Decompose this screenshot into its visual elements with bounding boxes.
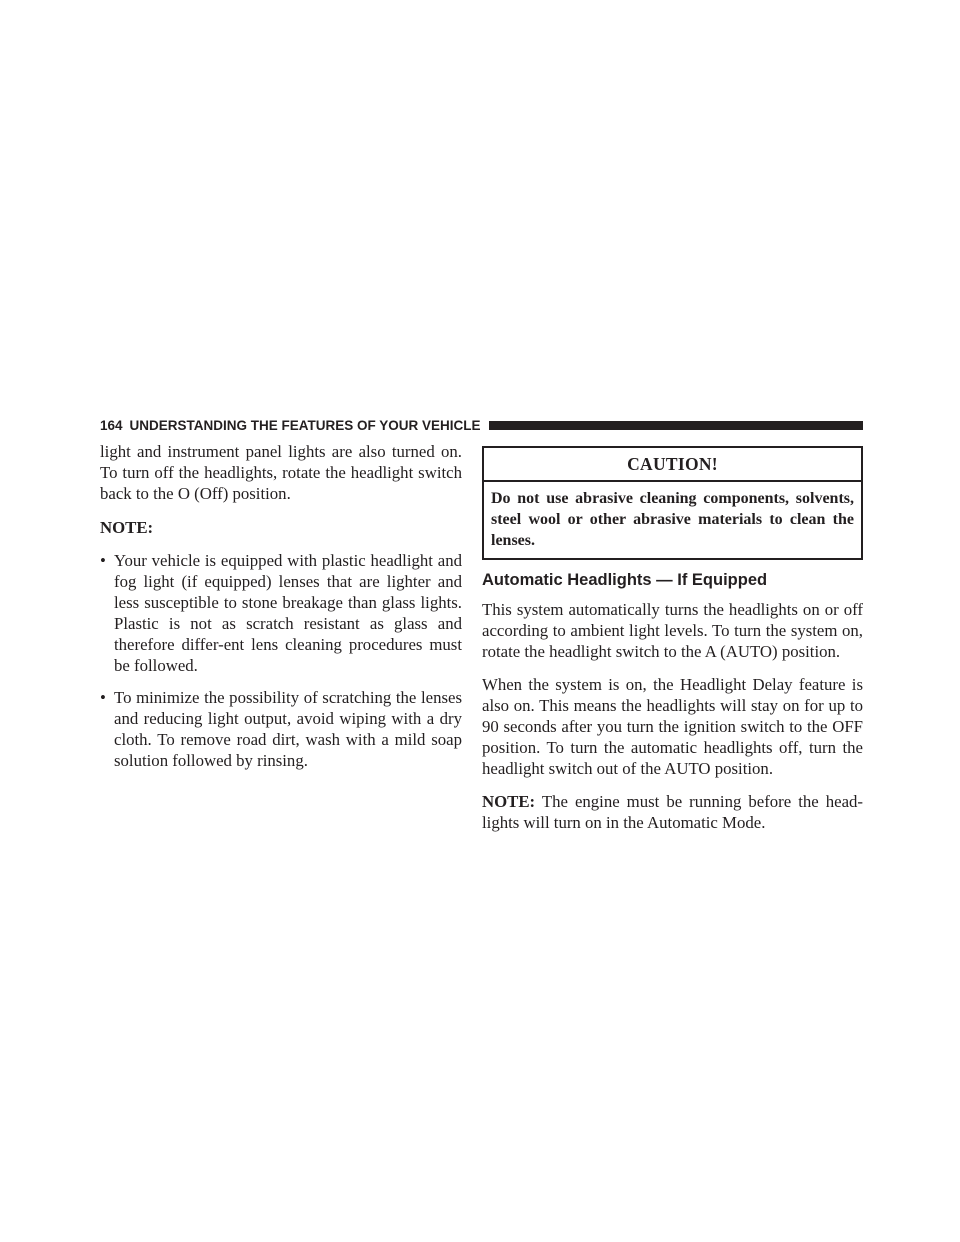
note-label: NOTE: — [100, 518, 154, 537]
automatic-headlights-heading: Automatic Headlights — If Equipped — [482, 571, 768, 589]
auto-mode-note — [482, 791, 863, 833]
header-rule — [489, 421, 863, 430]
bullet-icon: • — [100, 551, 106, 570]
intro-paragraph: light and instrument panel lights are also turned on. To turn off the headlights, rotate the headlight switch back to the O (Off) position. — [100, 442, 462, 503]
headlight-delay-paragraph: When the system is on, the Headlight Delay feature is also on. This means the headlights will stay on for up to 90 seconds after you turn the ignition switch to the OFF position. To turn the automatic headlights off, turn the headlight switch out of the AUTO position. — [482, 675, 863, 778]
bullet-text: Your vehicle is equipped with plastic headlight and fog light (if equipped) lenses that are lighter and less susceptible to stone breakage than glass lights. Plastic is not as scratch resistant as glass and therefore differ-ent lens cleaning procedures must be followed. — [114, 551, 462, 675]
note-bullet-list — [100, 550, 462, 771]
bullet-text: To minimize the possibility of scratching the lenses and reducing light output, avoid wiping with a dry cloth. To remove road dirt, wash with a mild soap solution followed by rinsing. — [114, 688, 462, 770]
note-label: NOTE: — [482, 792, 536, 811]
caution-title: CAUTION! — [484, 448, 861, 482]
list-item — [100, 687, 462, 771]
note-text: The engine must be running before the head-lights will turn on in the Automatic Mode. — [482, 792, 863, 832]
bullet-icon: • — [100, 688, 106, 707]
left-column — [100, 434, 462, 782]
auto-headlights-paragraph: This system automatically turns the headlights on or off according to ambient light levels. To turn the system on, rotate the headlight switch to the A (AUTO) position. — [482, 600, 863, 661]
list-item — [100, 550, 462, 676]
page-header — [100, 417, 863, 433]
right-column — [482, 434, 863, 833]
caution-text: Do not use abrasive cleaning components, solvents, steel wool or other abrasive materials to clean the lenses. — [491, 490, 854, 549]
caution-box — [482, 446, 863, 560]
page-number: 164 — [100, 417, 123, 433]
section-title: UNDERSTANDING THE FEATURES OF YOUR VEHICLE — [129, 417, 481, 433]
